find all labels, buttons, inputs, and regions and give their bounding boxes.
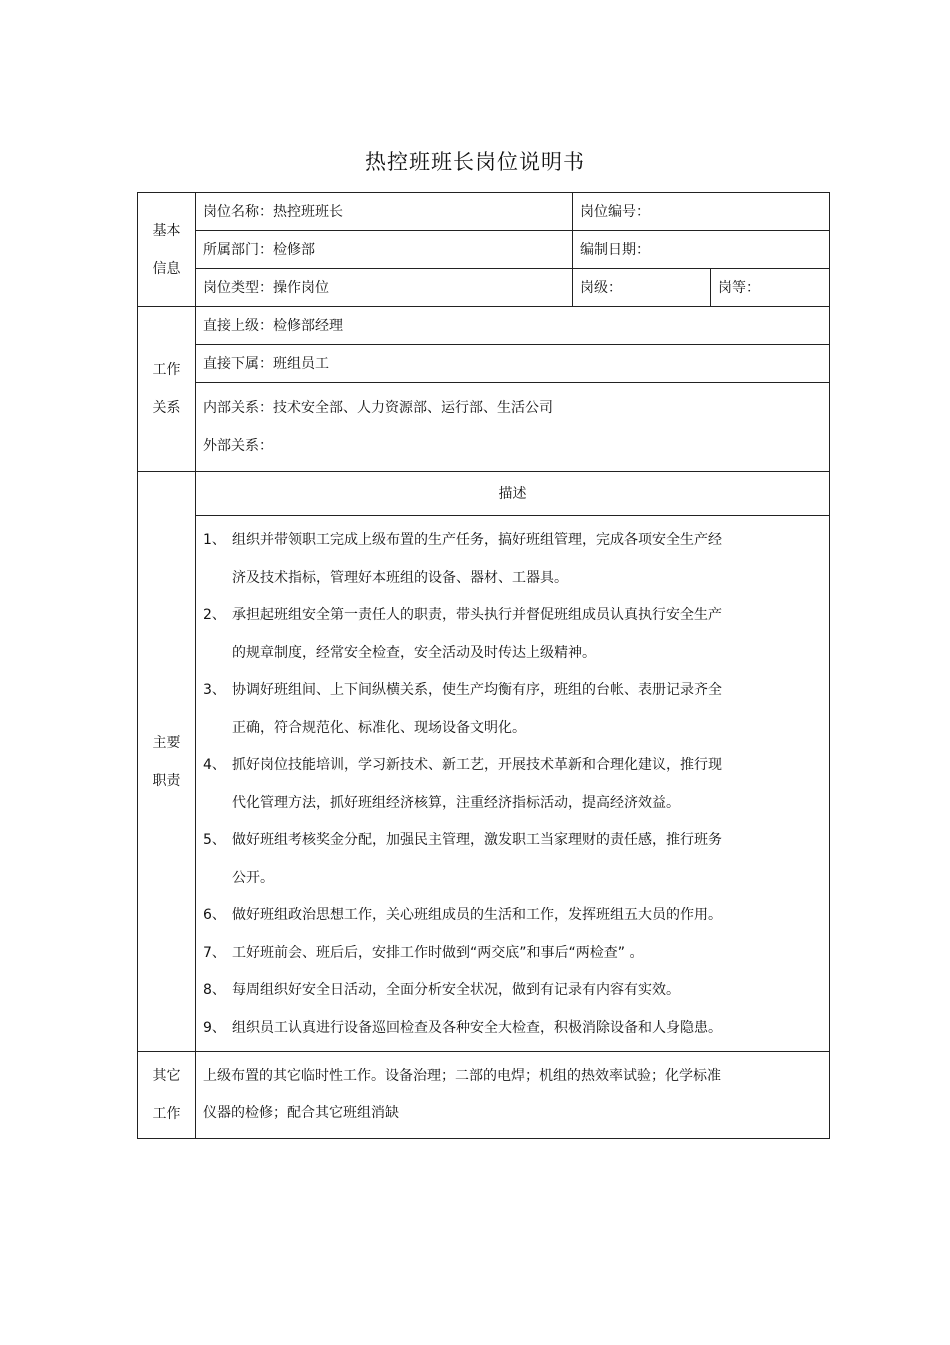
duty-text: 工好班前会、班后后，安排工作时做到“两交底”和事后“两检查” 。 bbox=[232, 944, 644, 961]
duty-item bbox=[203, 597, 822, 672]
other-work-cell bbox=[196, 1052, 830, 1139]
other-work-line-2: 仪器的检修；配合其它班组消缺 bbox=[203, 1105, 399, 1121]
other-work-label: 其它 工作 bbox=[138, 1052, 196, 1139]
duty-text: 正确，符合规范化、标准化、现场设备文明化。 bbox=[232, 719, 526, 736]
grade-cell: 岗级： bbox=[573, 269, 711, 307]
work-relations-label: 工作 关系 bbox=[138, 307, 196, 472]
other-work-line-1: 上级布置的其它临时性工作。设备治理；二部的电焊；机组的热效率试验；化学标准 bbox=[203, 1068, 721, 1084]
duty-item bbox=[203, 672, 822, 747]
position-name-cell: 岗位名称：热控班班长 bbox=[196, 193, 573, 231]
duty-item bbox=[203, 897, 822, 935]
external-relations: 外部关系： bbox=[203, 438, 273, 454]
duty-text: 组织并带领职工完成上级布置的生产任务，搞好班组管理，完成各项安全生产经 bbox=[232, 532, 722, 548]
duty-text: 做好班组考核奖金分配，加强民主管理，激发职工当家理财的责任感，推行班务 bbox=[232, 832, 722, 848]
position-type-cell: 岗位类型：操作岗位 bbox=[196, 269, 573, 307]
duty-text: 公开。 bbox=[232, 869, 274, 886]
duty-number: 1、 bbox=[203, 532, 226, 548]
duty-item bbox=[203, 822, 822, 897]
duty-text: 每周组织好安全日活动，全面分析安全状况，做到有记录有内容有实效。 bbox=[232, 982, 680, 998]
duty-number: 4、 bbox=[203, 757, 226, 773]
duty-text: 协调好班组间、上下间纵横关系，使生产均衡有序，班组的台帐、表册记录齐全 bbox=[232, 682, 722, 698]
duty-item bbox=[203, 972, 822, 1010]
duty-number: 3、 bbox=[203, 682, 226, 698]
main-duties-label: 主要 职责 bbox=[138, 472, 196, 1052]
duty-number: 5、 bbox=[203, 832, 226, 848]
duty-container bbox=[203, 522, 822, 1047]
duty-item bbox=[203, 747, 822, 822]
relations-cell bbox=[196, 383, 830, 472]
department-cell: 所属部门：检修部 bbox=[196, 231, 573, 269]
internal-relations: 内部关系：技术安全部、人力资源部、运行部、生活公司 bbox=[203, 400, 553, 416]
subordinate-cell: 直接下属：班组员工 bbox=[196, 345, 830, 383]
compile-date-cell: 编制日期： bbox=[573, 231, 830, 269]
duty-number: 6、 bbox=[203, 907, 226, 923]
page-title: 热控班班长岗位说明书 bbox=[365, 150, 585, 174]
duty-number: 7、 bbox=[203, 944, 226, 961]
duties-list bbox=[196, 516, 830, 1052]
duty-text: 承担起班组安全第一责任人的职责，带头执行并督促班组成员认真执行安全生产 bbox=[232, 607, 722, 623]
duty-text: 济及技术指标，管理好本班组的设备、器材、工器具。 bbox=[232, 569, 568, 586]
position-code-cell: 岗位编号： bbox=[573, 193, 830, 231]
duty-item bbox=[203, 1010, 822, 1048]
duty-text: 抓好岗位技能培训，学习新技术、新工艺，开展技术革新和合理化建议，推行现 bbox=[232, 757, 722, 773]
description-header: 描述 bbox=[196, 472, 830, 516]
duty-text: 组织员工认真进行设备巡回检查及各种安全大检查，积极消除设备和人身隐患。 bbox=[232, 1019, 722, 1036]
superior-cell: 直接上级：检修部经理 bbox=[196, 307, 830, 345]
rank-cell: 岗等： bbox=[711, 269, 830, 307]
duty-text: 的规章制度，经常安全检查，安全活动及时传达上级精神。 bbox=[232, 644, 596, 661]
duty-text: 代化管理方法，抓好班组经济核算，注重经济指标活动，提高经济效益。 bbox=[232, 794, 680, 811]
duty-item bbox=[203, 935, 822, 973]
duty-number: 9、 bbox=[203, 1019, 226, 1036]
job-description-table bbox=[137, 192, 830, 1139]
duty-item bbox=[203, 522, 822, 597]
duty-text: 做好班组政治思想工作，关心班组成员的生活和工作，发挥班组五大员的作用。 bbox=[232, 907, 722, 923]
basic-info-label: 基本 信息 bbox=[138, 193, 196, 307]
duty-number: 2、 bbox=[203, 607, 226, 623]
duty-number: 8、 bbox=[203, 982, 226, 998]
